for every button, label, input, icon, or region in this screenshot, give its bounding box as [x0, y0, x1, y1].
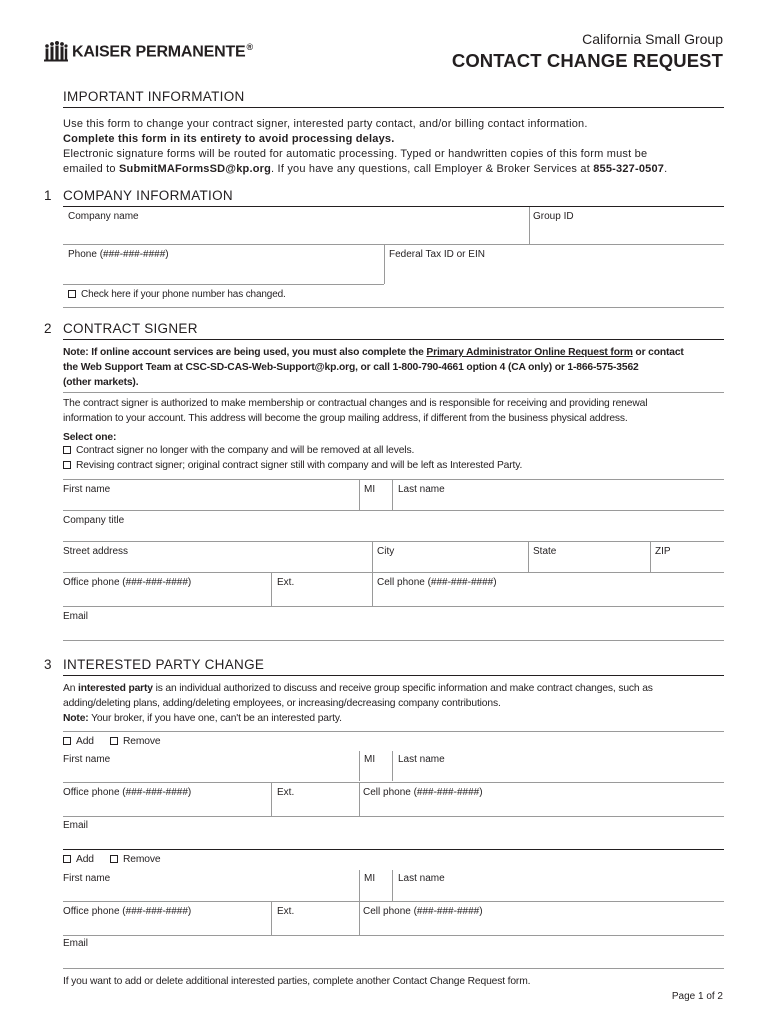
party2-last-name-field[interactable]: Last name: [398, 873, 445, 884]
divider: [271, 573, 272, 606]
party1-remove-checkbox[interactable]: [110, 737, 118, 745]
signer-city-field[interactable]: City: [377, 546, 395, 557]
select-one-label: Select one:: [63, 432, 117, 443]
signer-office-phone-field[interactable]: Office phone (###-###-####): [63, 577, 192, 588]
form-title: CONTACT CHANGE REQUEST: [451, 50, 723, 71]
party2-add-option[interactable]: Add: [63, 854, 94, 865]
divider: [359, 870, 360, 901]
field-rule: [63, 541, 724, 542]
phone-changed-checkbox[interactable]: [68, 290, 76, 298]
signer-cell-phone-field[interactable]: Cell phone (###-###-####): [377, 577, 497, 588]
party2-cell-phone-field[interactable]: Cell phone (###-###-####): [363, 906, 483, 917]
field-rule: [63, 782, 724, 783]
divider: [650, 542, 651, 572]
section3-rule: [63, 675, 724, 676]
divider: [359, 902, 360, 935]
option-remove-signer-checkbox[interactable]: [63, 446, 71, 454]
party2-remove-checkbox[interactable]: [110, 855, 118, 863]
party-separator: [63, 849, 724, 850]
signer-first-name-field[interactable]: First name: [63, 484, 111, 495]
phone-field[interactable]: Phone (###-###-####): [68, 249, 169, 260]
divider: [372, 573, 373, 606]
party2-add-checkbox[interactable]: [63, 855, 71, 863]
field-rule: [63, 901, 724, 902]
kaiser-logo: [44, 41, 253, 63]
party1-add-option[interactable]: Add: [63, 736, 94, 747]
divider: [392, 480, 393, 510]
party1-ext-field[interactable]: Ext.: [277, 787, 295, 798]
field-rule: [63, 572, 724, 573]
section1-heading: COMPANY INFORMATION: [63, 188, 233, 203]
party1-office-phone-field[interactable]: Office phone (###-###-####): [63, 787, 192, 798]
support-phone[interactable]: 855-327-0507: [593, 163, 665, 175]
group-id-field[interactable]: Group ID: [533, 211, 574, 222]
party1-email-field[interactable]: Email: [63, 820, 89, 831]
divider: [392, 751, 393, 781]
party2-first-name-field[interactable]: First name: [63, 873, 111, 884]
field-rule: [63, 510, 724, 511]
contract-signer-description: The contract signer is authorized to make membership or contractual changes and is responsible for receiving and providing renewal information to your account. This address will become the group mailing address, if different from the business physical address.: [63, 398, 648, 424]
tax-id-field[interactable]: Federal Tax ID or EIN: [389, 249, 485, 260]
section2-heading: CONTRACT SIGNER: [63, 321, 198, 336]
section3-number: 3: [44, 657, 52, 672]
divider: [271, 783, 272, 816]
divider: [359, 480, 360, 510]
option-revise-signer[interactable]: Revising contract signer; original contract signer still with company and will be left as Interested Party.: [63, 460, 522, 471]
divider: [271, 902, 272, 935]
section1-number: 1: [44, 188, 52, 203]
field-rule: [63, 479, 724, 480]
field-rule: [63, 968, 724, 969]
important-rule: [63, 107, 724, 108]
signer-zip-field[interactable]: ZIP: [655, 546, 671, 557]
party1-first-name-field[interactable]: First name: [63, 754, 111, 765]
field-rule: [63, 606, 724, 607]
important-heading: IMPORTANT INFORMATION: [63, 89, 245, 104]
signer-state-field[interactable]: State: [533, 546, 557, 557]
contract-signer-note: Note: If online account services are being used, you must also complete the Primary Administrator Online Request form or contact the Web Support Team at CSC-SD-CAS-Web-Support@kp.org, or call 1-800-790-4661 option 4 (CA only) or 1-866-575-3562 (other markets).: [63, 347, 684, 388]
party1-mi-field[interactable]: MI: [364, 754, 376, 765]
divider: [529, 207, 530, 244]
section2-number: 2: [44, 321, 52, 336]
divider: [359, 751, 360, 781]
signer-mi-field[interactable]: MI: [364, 484, 376, 495]
party1-add-checkbox[interactable]: [63, 737, 71, 745]
submit-email[interactable]: SubmitMAFormsSD@kp.org: [119, 163, 272, 175]
important-text: Use this form to change your contract signer, interested party contact, and/or billing contact information. Complete this form in its entirety to avoid processing delays. Electronic signature forms will be routed for automatic processing. Typed or handwritten copies of this form must be emailed to SubmitMAFormsSD@kp.org. If you have any questions, call Employer & Broker Services at 855-327-0507.: [63, 118, 668, 175]
field-rule: [63, 284, 384, 285]
divider: [359, 783, 360, 816]
interested-party-description: An interested party is an individual authorized to discuss and receive group specific information and make contract changes, such as adding/deleting plans, adding/deleting employees, or increasing/decreasing company contributions. Note: Your broker, if you have one, can't be an interested party.: [63, 683, 653, 724]
field-rule: [63, 640, 724, 641]
section1-rule: [63, 206, 724, 207]
company-name-field[interactable]: Company name: [68, 211, 139, 222]
section2-rule: [63, 339, 724, 340]
signer-last-name-field[interactable]: Last name: [398, 484, 445, 495]
signer-company-title-field[interactable]: Company title: [63, 515, 125, 526]
additional-parties-note: If you want to add or delete additional interested parties, complete another Contact Change Request form.: [63, 976, 531, 987]
party2-mi-field[interactable]: MI: [364, 873, 376, 884]
signer-email-field[interactable]: Email: [63, 611, 89, 622]
field-rule: [63, 244, 724, 245]
signer-street-field[interactable]: Street address: [63, 546, 129, 557]
party2-email-field[interactable]: Email: [63, 938, 89, 949]
field-rule: [63, 935, 724, 936]
party1-remove-option[interactable]: Remove: [110, 736, 160, 747]
field-rule: [63, 307, 724, 308]
party2-remove-option[interactable]: Remove: [110, 854, 160, 865]
section3-heading: INTERESTED PARTY CHANGE: [63, 657, 265, 672]
logo-wordmark: KAISER PERMANENTE®: [72, 42, 253, 61]
field-rule: [63, 816, 724, 817]
party1-last-name-field[interactable]: Last name: [398, 754, 445, 765]
option-remove-signer[interactable]: Contract signer no longer with the company and will be removed at all levels.: [63, 445, 414, 456]
field-rule: [63, 731, 724, 732]
kaiser-people-icon: [44, 41, 68, 63]
field-rule: [63, 392, 724, 393]
divider: [372, 542, 373, 572]
party2-office-phone-field[interactable]: Office phone (###-###-####): [63, 906, 192, 917]
option-revise-signer-checkbox[interactable]: [63, 461, 71, 469]
divider: [392, 870, 393, 901]
party1-cell-phone-field[interactable]: Cell phone (###-###-####): [363, 787, 483, 798]
phone-changed-checkbox-row[interactable]: Check here if your phone number has changed.: [68, 289, 286, 300]
divider: [384, 245, 385, 284]
primary-admin-form-link[interactable]: Primary Administrator Online Request form: [426, 347, 633, 358]
party2-ext-field[interactable]: Ext.: [277, 906, 295, 917]
divider: [528, 542, 529, 572]
page-number: Page 1 of 2: [671, 991, 723, 1002]
form-subtitle: California Small Group: [582, 31, 723, 47]
signer-ext-field[interactable]: Ext.: [277, 577, 295, 588]
